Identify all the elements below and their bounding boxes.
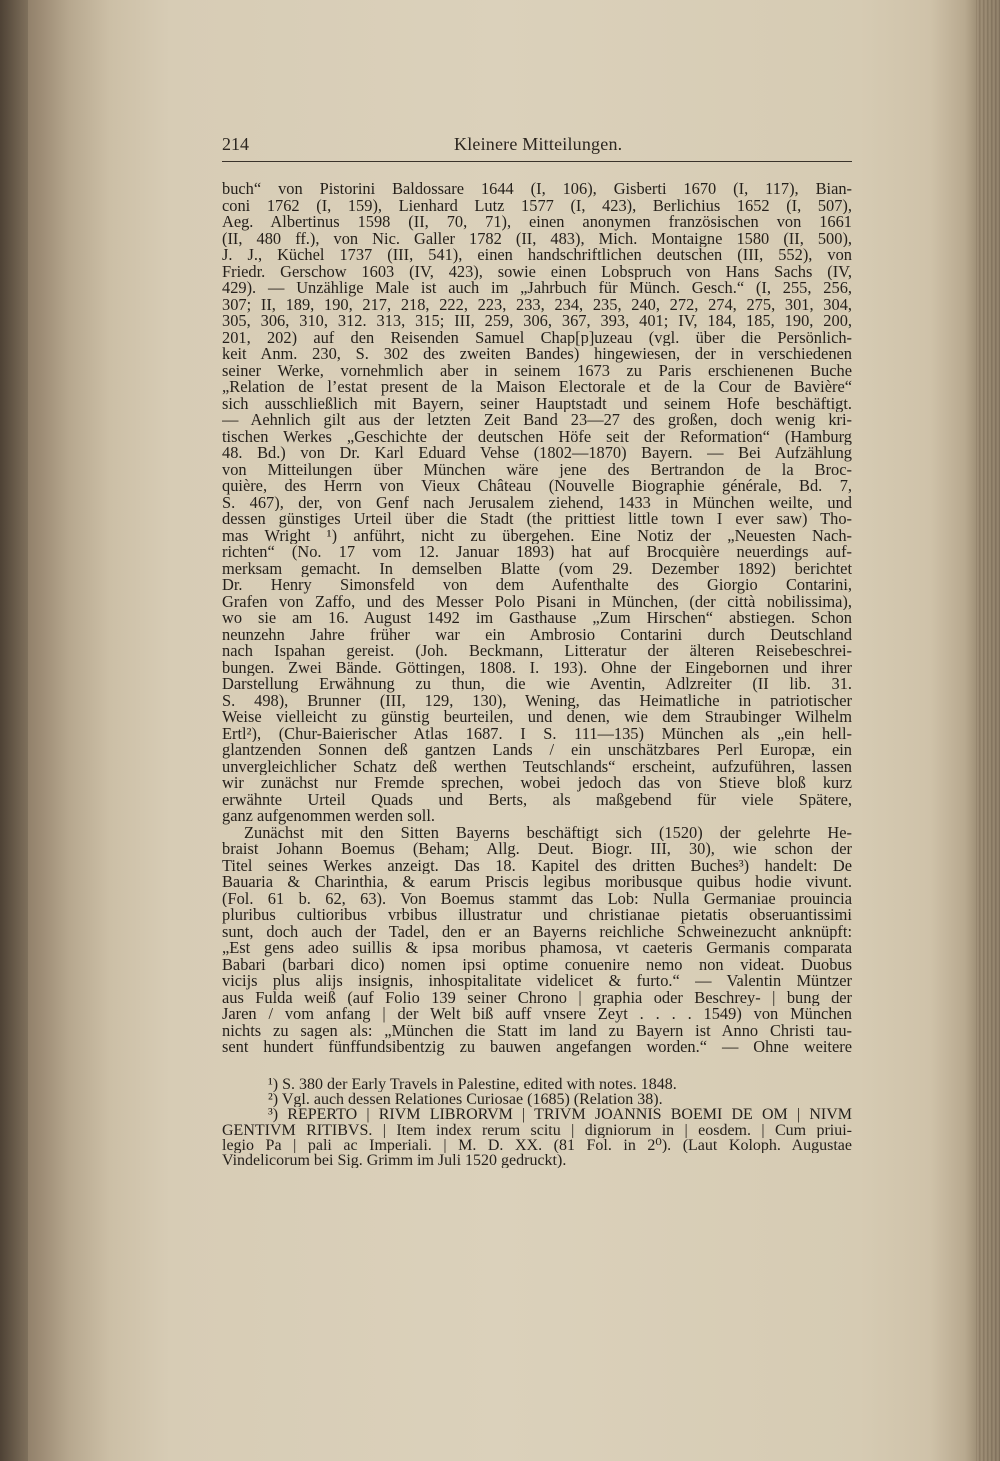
text-line: pluribus cultioribus vrbibus illustratur und christianae pietatis obseruantissimi	[222, 907, 852, 924]
text-line: Titel seines Werkes anzeigt. Das 18. Kapitel des dritten Buches³) handelt: De	[222, 857, 852, 874]
text-line: „Est gens adeo suillis & ipsa moribus phamosa, vt caeteris Germanis comparata	[222, 940, 852, 957]
footnote-line: ²) Vgl. auch dessen Relationes Curiosae (1685) (Relation 38).	[268, 1092, 663, 1108]
text-line: wir zunächst nur Fremde sprechen, wobei jedoch das von Stieve bloß kurz	[222, 775, 852, 792]
text-line: 201, 202) auf den Reisenden Samuel Chap[p]uzeau (vgl. über die Persönlich-	[222, 329, 852, 346]
running-head	[222, 134, 852, 160]
text-line: Grafen von Zaffo, und des Messer Polo Pisani in München, (der città nobilissima),	[222, 593, 852, 610]
text-line: S. 467), der, von Genf nach Jerusalem ziehend, 1433 in München weilte, und	[222, 494, 852, 511]
header-title: Kleinere Mitteilungen.	[454, 134, 623, 154]
text-line: sent hundert fünffundsibentzig zu bauwen angefangen worden.“ — Ohne weitere	[222, 1039, 852, 1056]
footnote-line: Vindelicorum bei Sig. Grimm im Juli 1520 gedruckt).	[222, 1152, 567, 1169]
text-line: unvergleichlicher Schatz deß werthen Teutschlands“ erscheint, aufzuführen, lassen	[222, 758, 852, 775]
text-line: Jaren / vom anfang | der Welt biß auff vnsere Zeyt . . . . 1549) von München	[222, 1006, 852, 1023]
text-line: mas Wright ¹) anführt, nicht zu übergehen. Eine Notiz der „Neuesten Nach-	[222, 527, 852, 544]
text-line: ganz aufgenommen werden soll.	[222, 808, 436, 825]
text-line: bungen. Zwei Bände. Göttingen, 1808. I. 193). Ohne der Eingebornen und ihrer	[222, 659, 852, 676]
text-line: (II, 480 ff.), von Nic. Galler 1782 (II, 483), Mich. Montaigne 1580 (II, 500),	[222, 230, 852, 247]
body-text	[222, 181, 852, 1056]
text-line: S. 498), Brunner (III, 129, 130), Wening, das Heimatliche in patriotischer	[222, 692, 852, 709]
text-line: 48. Bd.) von Dr. Karl Eduard Vehse (1802—1870) Bayern. — Bei Aufzählung	[222, 445, 852, 462]
footnote-line: GENTIVM RITIBVS. | Item index rerum scitu | digniorum in | eosdem. | Cum priui-	[222, 1122, 852, 1138]
text-line: von Mitteilungen über München wäre jene des Bertrandon de la Broc-	[222, 461, 852, 478]
text-line: merksam gemacht. In demselben Blatte (vom 29. Dezember 1892) berichtet	[222, 560, 852, 577]
text-line: J. J., Küchel 1737 (III, 541), einen handschriftlichen deutschen (III, 552), von	[222, 247, 852, 264]
text-line: quière, des Herrn von Vieux Château (Nouvelle Biographie générale, Bd. 7,	[222, 478, 852, 495]
page-stack-edge	[976, 0, 1000, 1461]
text-line: nichts zu sagen als: „München die Statt im land zu Bayern ist Anno Christi tau-	[222, 1022, 852, 1039]
footnote-line: ³) REPERTO | RIVM LIBRORVM | TRIVM JOANNIS BOEMI DE OM | NIVM	[268, 1107, 852, 1123]
text-line: Dr. Henry Simonsfeld von dem Aufenthalte des Giorgio Contarini,	[222, 577, 852, 594]
text-line: nach Ispahan gereist. (Joh. Beckmann, Litteratur der älteren Reisebeschrei-	[222, 643, 852, 660]
text-line: coni 1762 (I, 159), Lienhard Lutz 1577 (I, 423), Berlichius 1652 (I, 507),	[222, 197, 852, 214]
text-line: Bauaria & Charinthia, & earum Priscis legibus moribusque quibus hodie vivunt.	[222, 874, 852, 891]
binding-shadow	[0, 0, 28, 1461]
footnote-line: ¹) S. 380 der Early Travels in Palestine, edited with notes. 1848.	[268, 1077, 677, 1093]
text-line: Friedr. Gerschow 1603 (IV, 423), sowie einen Lobspruch von Hans Sachs (IV,	[222, 263, 852, 280]
text-line: buch“ von Pistorini Baldossare 1644 (I, 106), Gisberti 1670 (I, 117), Bian-	[222, 181, 852, 198]
text-line: sich ausschließlich mit Bayern, seiner Hauptstadt und seinem Hofe beschäftigt.	[222, 395, 852, 412]
text-line: seiner Werke, vornehmlich aber in seinem 1673 zu Paris erschienenen Buche	[222, 362, 852, 379]
text-line: Darstellung Erwähnung zu thun, die wie Aventin, Adlzreiter (II lib. 31.	[222, 676, 852, 693]
text-line: braist Johann Boemus (Beham; Allg. Deut. Biogr. III, 30), wie schon der	[222, 841, 852, 858]
text-line: tischen Werkes „Geschichte der deutschen Höfe seit der Reformation“ (Hamburg	[222, 428, 852, 445]
text-line: richten“ (No. 17 vom 12. Januar 1893) hat auf Brocquière neuerdings auf-	[222, 544, 852, 561]
header-rule	[222, 161, 852, 162]
text-line: keit Anm. 230, S. 302 des zweiten Bandes) hingewiesen, der in verschiedenen	[222, 346, 852, 363]
page-number: 214	[222, 134, 249, 154]
text-line: Ertl²), (Chur-Baierischer Atlas 1687. I S. 111—135) München als „ein hell-	[222, 725, 852, 742]
text-line: 307; II, 189, 190, 217, 218, 222, 223, 233, 234, 235, 240, 272, 274, 275, 301, 304,	[222, 296, 852, 313]
text-line: Babari (barbari dico) nomen ipsi optime conuenire nemo non videat. Duobus	[222, 956, 852, 973]
text-line: 429). — Unzählige Male ist auch im „Jahrbuch für Münch. Gesch.“ (I, 255, 256,	[222, 280, 852, 297]
text-line: „Relation de l’estat present de la Maison Electorale et de la Cour de Bavière“	[222, 379, 852, 396]
text-line: erwähnte Urteil Quads und Berts, als maßgebend für viele Spätere,	[222, 791, 852, 808]
footnotes	[222, 1077, 852, 1168]
footnote-line: legio Pa | pali ac Imperiali. | M. D. XX. (81 Fol. in 2⁰). (Laut Koloph. Augustae	[222, 1137, 852, 1153]
text-line: 305, 306, 310, 312. 313, 315; III, 259, 306, 367, 393, 401; IV, 184, 185, 190, 200,	[222, 313, 852, 330]
text-line: vicijs plus alijs insignis, inhospitalitate videlicet & furto.“ — Valentin Müntzer	[222, 973, 852, 990]
text-line: Weise vielleicht zu günstig beurteilen, und denen, wie dem Straubinger Wilhelm	[222, 709, 852, 726]
text-line: Aeg. Albertinus 1598 (II, 70, 71), einen anonymen französischen von 1661	[222, 214, 852, 231]
text-line: wo sie am 16. August 1492 im Gasthause „Zum Hirschen“ abstiegen. Schon	[222, 610, 852, 627]
text-line: — Aehnlich gilt aus der letzten Zeit Band 23—27 des großen, doch wenig kri-	[222, 412, 852, 429]
text-line: neunzehn Jahre früher war ein Ambrosio Contarini durch Deutschland	[222, 626, 852, 643]
text-line: Zunächst mit den Sitten Bayerns beschäftigt sich (1520) der gelehrte He-	[244, 824, 852, 841]
text-line: sunt, doch auch der Tadel, den er an Bayerns reichliche Schweinezucht anknüpft:	[222, 923, 852, 940]
text-line: aus Fulda weiß (auf Folio 139 seiner Chrono | graphia oder Beschrey- | bung der	[222, 989, 852, 1006]
text-line: (Fol. 61 b. 62, 63). Von Boemus stammt das Lob: Nulla Germaniae prouincia	[222, 890, 852, 907]
text-line: dessen günstiges Urteil über die Stadt (the prittiest little town I ever saw) Tho-	[222, 511, 852, 528]
text-line: glantzenden Sonnen deß gantzen Lands / ein unschätzbares Perl Europæ, ein	[222, 742, 852, 759]
